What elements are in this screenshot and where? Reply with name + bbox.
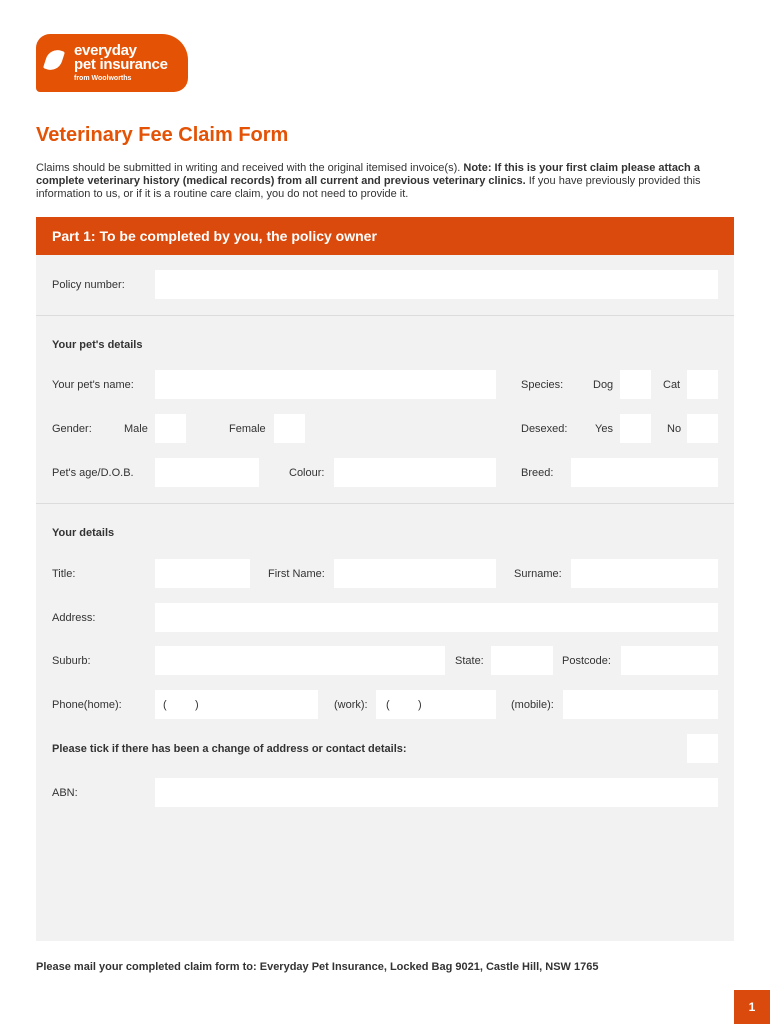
surname-field[interactable]	[571, 559, 718, 588]
change-of-details-label: Please tick if there has been a change of address or contact details:	[52, 743, 407, 755]
abn-field[interactable]	[155, 778, 718, 807]
phone-home-field[interactable]	[155, 690, 318, 719]
section-divider	[36, 315, 734, 316]
logo-line-1: everyday	[74, 42, 137, 59]
colour-field[interactable]	[334, 458, 496, 487]
gender-male-checkbox[interactable]	[155, 414, 186, 443]
surname-label: Surname:	[514, 568, 562, 580]
your-details-heading: Your details	[52, 527, 115, 539]
phone-work-field[interactable]	[376, 690, 496, 719]
logo-line-3: from Woolworths	[74, 75, 132, 82]
area-code-close-paren: )	[195, 699, 199, 711]
page-number: 1	[734, 990, 770, 1024]
suburb-label: Suburb:	[52, 655, 91, 667]
gender-label: Gender:	[52, 423, 92, 435]
part-1-header	[36, 217, 734, 255]
species-dog-label: Dog	[593, 379, 614, 391]
phone-work-label: (work):	[334, 699, 368, 711]
pet-details-heading: Your pet's details	[52, 339, 143, 351]
gender-male-label: Male	[124, 423, 148, 435]
form-panel	[36, 255, 734, 941]
area-code-close-paren: )	[418, 699, 422, 711]
species-cat-label: Cat	[663, 379, 681, 391]
breed-label: Breed:	[521, 467, 554, 479]
species-dog-checkbox[interactable]	[620, 370, 651, 399]
leaf-icon	[43, 47, 65, 73]
suburb-field[interactable]	[155, 646, 445, 675]
pet-name-label: Your pet's name:	[52, 379, 134, 391]
desexed-yes-label: Yes	[595, 423, 613, 435]
page-title: Veterinary Fee Claim Form	[36, 124, 289, 146]
phone-home-label: Phone(home):	[52, 699, 122, 711]
intro-note: Note: If this is your first claim please attach a complete veterinary history (medical records) from all current and previous veterinary clinics.	[36, 162, 700, 187]
intro-text	[36, 162, 736, 201]
policy-number-label: Policy number:	[52, 279, 125, 291]
first-name-field[interactable]	[334, 559, 496, 588]
pet-age-label: Pet's age/D.O.B.	[52, 467, 134, 479]
breed-field[interactable]	[571, 458, 718, 487]
area-code-open-paren: (	[386, 699, 390, 711]
mailing-instructions: Please mail your completed claim form to: Everyday Pet Insurance, Locked Bag 9021, Castle Hill, NSW 1765	[36, 961, 599, 973]
area-code-open-paren: (	[163, 699, 167, 711]
state-field[interactable]	[491, 646, 553, 675]
postcode-label: Postcode:	[562, 655, 611, 667]
phone-mobile-label: (mobile):	[511, 699, 554, 711]
desexed-no-label: No	[667, 423, 682, 435]
gender-female-label: Female	[229, 423, 266, 435]
pet-name-field[interactable]	[155, 370, 496, 399]
species-cat-checkbox[interactable]	[687, 370, 718, 399]
title-field[interactable]	[155, 559, 250, 588]
gender-female-checkbox[interactable]	[274, 414, 305, 443]
abn-label: ABN:	[52, 787, 78, 799]
intro-part-2: If you have previously provided this information to us, or if it is a routine care claim, you do not need to provide it.	[36, 175, 701, 200]
title-label: Title:	[52, 568, 76, 580]
colour-label: Colour:	[289, 467, 325, 479]
change-of-details-checkbox[interactable]	[687, 734, 718, 763]
desexed-label: Desexed:	[521, 423, 568, 435]
pet-age-field[interactable]	[155, 458, 259, 487]
species-label: Species:	[521, 379, 564, 391]
brand-logo	[36, 34, 188, 92]
desexed-no-checkbox[interactable]	[687, 414, 718, 443]
phone-mobile-field[interactable]	[563, 690, 718, 719]
state-label: State:	[455, 655, 484, 667]
postcode-field[interactable]	[621, 646, 718, 675]
section-divider	[36, 503, 734, 504]
logo-line-2: pet insurance	[74, 56, 168, 73]
intro-part-1: Claims should be submitted in writing and received with the original itemised invoice(s).	[36, 162, 464, 174]
part-1-header-text: Part 1: To be completed by you, the policy owner	[52, 228, 377, 244]
desexed-yes-checkbox[interactable]	[620, 414, 651, 443]
policy-number-field[interactable]	[155, 270, 718, 299]
address-field[interactable]	[155, 603, 718, 632]
address-label: Address:	[52, 612, 96, 624]
first-name-label: First Name:	[268, 568, 325, 580]
